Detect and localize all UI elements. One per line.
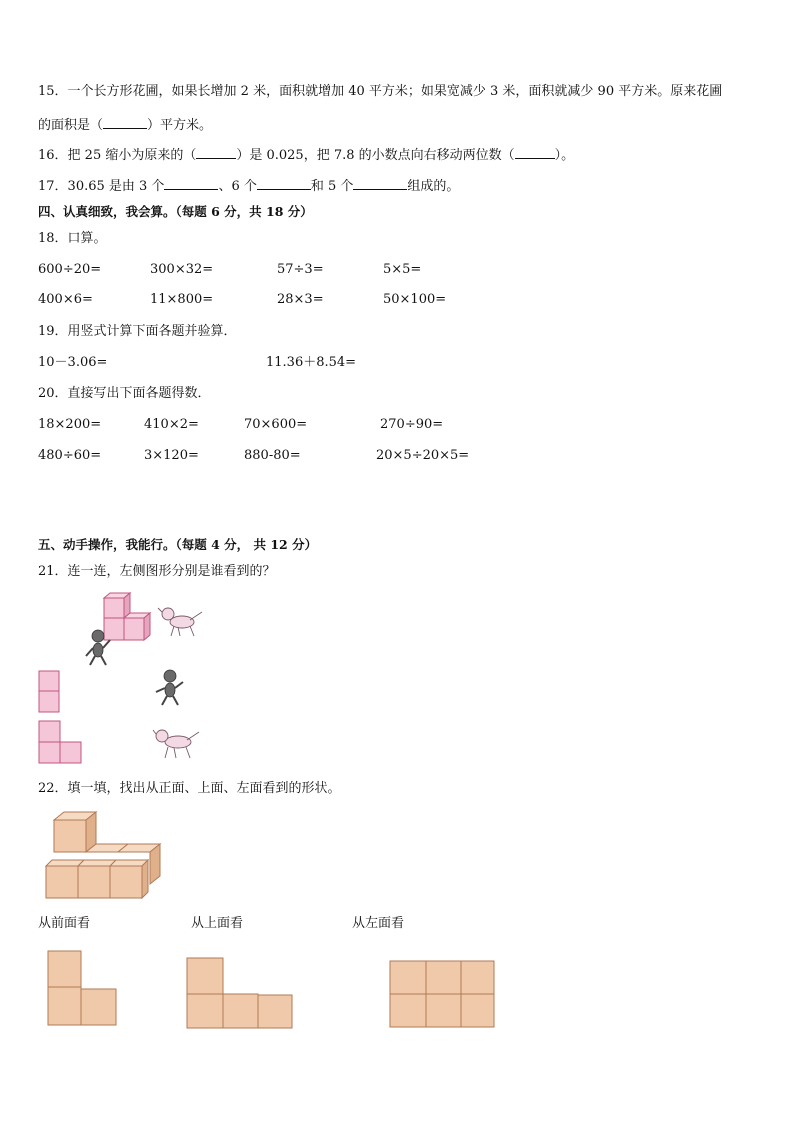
q19-item-1: 10－3.06= xyxy=(38,355,108,370)
q18-r2-4: 50×100= xyxy=(383,292,447,307)
q16-post: ）。 xyxy=(554,148,575,163)
q20-r1-3: 70×600= xyxy=(244,417,308,432)
q18-title: 18．口算。 xyxy=(38,231,107,246)
q17-pre: 17．30.65 是由 3 个 xyxy=(38,179,165,194)
q19-item-2: 11.36＋8.54= xyxy=(266,355,357,370)
q22-label-top: 从上面看 xyxy=(191,916,244,931)
q18-r2-3: 28×3= xyxy=(277,292,324,307)
q19-title: 19．用竖式计算下面各题并验算． xyxy=(38,324,237,339)
q20-r1-4: 270÷90= xyxy=(380,417,444,432)
q18-r2-2: 11×800= xyxy=(150,292,214,307)
pink-cubes-icon xyxy=(104,593,150,640)
dog-icon xyxy=(153,730,199,758)
q20-r2-3: 880-80= xyxy=(244,448,301,463)
q15-line2-post: ）平方米。 xyxy=(147,118,213,133)
q17-a: 、6 个 xyxy=(218,179,257,194)
q20-r1-1: 18×200= xyxy=(38,417,102,432)
q22-title: 22．填一填，找出从正面、上面、左面看到的形状。 xyxy=(38,781,341,796)
q20-title: 20．直接写出下面各题得数． xyxy=(38,386,211,401)
section-4-heading: 四、认真细致，我会算。（每题 6 分，共 18 分） xyxy=(38,204,313,219)
q17-line xyxy=(38,177,459,195)
q17-answer-blank-2[interactable] xyxy=(257,177,311,190)
q17-b: 和 5 个 xyxy=(310,179,354,194)
q22-label-left: 从左面看 xyxy=(352,916,405,931)
tan-cubes-icon xyxy=(46,812,160,898)
q17-answer-blank-1[interactable] xyxy=(164,177,218,190)
q22-cube-scene xyxy=(42,808,172,900)
q21-option-dog xyxy=(150,726,202,762)
q17-answer-blank-3[interactable] xyxy=(353,177,407,190)
q20-r2-1: 480÷60= xyxy=(38,448,102,463)
q21-cube-scene xyxy=(78,590,213,672)
q21-title: 21．连一连，左侧图形分别是谁看到的？ xyxy=(38,564,276,579)
q16-mid: ）是 0.025，把 7.8 的小数点向右移动两位数（ xyxy=(236,148,515,163)
q18-r2-1: 400×6= xyxy=(38,292,93,307)
q20-r2-2: 3×120= xyxy=(144,448,199,463)
q16-answer-blank-1[interactable] xyxy=(196,146,236,159)
q21-view-a xyxy=(38,670,62,714)
q18-r1-2: 300×32= xyxy=(150,262,214,277)
dog-icon xyxy=(158,608,202,636)
q22-view-front xyxy=(47,950,119,1028)
q22-view-top xyxy=(186,957,294,1031)
q18-r1-3: 57÷3= xyxy=(277,262,324,277)
monkey-icon xyxy=(156,670,183,705)
q21-view-b xyxy=(38,720,84,766)
q22-label-front: 从前面看 xyxy=(38,916,91,931)
q20-r2-4: 20×5÷20×5= xyxy=(376,448,470,463)
q16-line xyxy=(38,146,574,164)
section-5-heading: 五、动手操作，我能行。（每题 4 分， 共 12 分） xyxy=(38,537,318,552)
q15-line2 xyxy=(38,116,212,134)
q21-option-monkey xyxy=(150,668,190,708)
q18-r1-4: 5×5= xyxy=(383,262,422,277)
q15-line2-pre: 的面积是（ xyxy=(38,118,104,133)
q22-view-left xyxy=(389,960,497,1030)
q15-answer-blank[interactable] xyxy=(103,116,147,129)
q18-r1-1: 600÷20= xyxy=(38,262,102,277)
q17-post: 组成的。 xyxy=(407,179,460,194)
q20-r1-2: 410×2= xyxy=(144,417,199,432)
q16-answer-blank-2[interactable] xyxy=(515,146,555,159)
q16-pre: 16．把 25 缩小为原来的（ xyxy=(38,148,197,163)
q15-line1: 15．一个长方形花圃，如果长增加 2 米，面积就增加 40 平方米；如果宽减少 3 米，面积就减少 90 平方米。原来花圃 xyxy=(38,84,723,99)
